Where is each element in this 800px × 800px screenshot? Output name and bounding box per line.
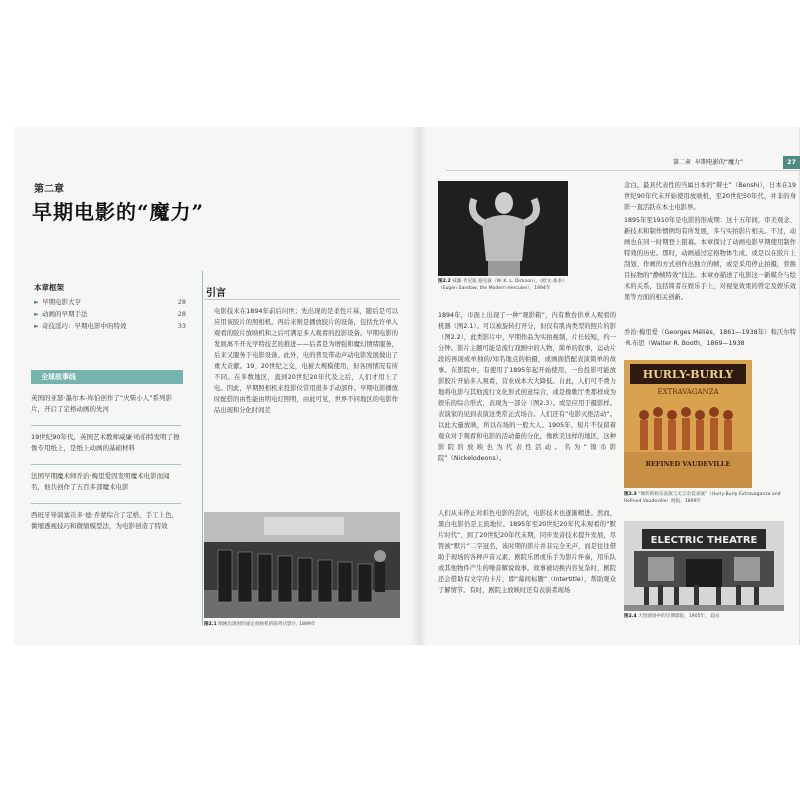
body-paragraph: 1895年至1910年是电影的形成期：这十五年间，审美观念、新技术和制作惯例均有所发展，多与实拍影片相关。不过，动画也在同一时期登上银幕。本章探讨了动画电影早期使用制作特效的历史。那时，动画通过定格物体生成、或是以在胶片上刮划、作画的方式创作出独立的帧，或是采用停止拍摄，替换目标物的“静帧特效”技法。本章亦描述了电影这一新媒介与绘术的关系，包括简者在娱乐手上，对视觉效果的曾定及娱乐效果等方面的相关创新。	[624, 217, 796, 301]
bullet-icon: ►	[34, 310, 39, 318]
chapter-number: 第二章	[34, 184, 64, 195]
body-paragraph: 乔治·梅里爱（Georges Méliès，1861—1938年）和沃尔特·R.布思（Walter R. Booth，1869—1938	[624, 329, 796, 347]
divider	[31, 464, 181, 465]
intro-title: 引言	[206, 288, 226, 299]
poster-footer: REFINED VAUDEVILLE	[645, 460, 731, 468]
figure-caption: 图2.2 威廉·肯尼迪·迪克森（W. K. L. Dickson），《欧文·桑多》（Eugen Sandow, the Modern Hercules），1894年	[438, 279, 567, 291]
chapter-title: 早期电影的“魔力”	[32, 200, 205, 224]
story-item: 19世纪90年代，英国艺术教师威廉·哈伯特发明了擦像专用纸上，是纸上动画的基础材料	[31, 433, 180, 452]
divider	[31, 503, 181, 504]
outline-page: 28	[177, 310, 186, 318]
strongman-photo	[438, 181, 568, 276]
body-paragraph: 念白。最具代表性的当属日本的“辩士”（Benshi），日本在19世纪90年代末开始使用放映机，至20世纪50年代，并非的身影一直活跃在本土电影界。	[624, 182, 796, 211]
poster-title: HURLY-BURLY	[642, 368, 734, 381]
figure-caption: 图2.1 刚刚出现时的固定放映机的陈列店影片, 1899年	[204, 622, 316, 627]
story-item: 法国早期魔术师乔治·梅里爱因发明魔术电影而闻名，他共创作了五百多部魔术电影	[31, 472, 170, 491]
intro-paragraph: 电影技术在1894年前后问世；先出现的是柔性片基，随后是可以应用该胶片的照相机。再后来则是播放胶片的设备，包括允许单人观看的胶片放映机和之后可满足多人观看的投影设备。早期电影的发展离不开光学特技艺的推进——后者是为增强和魔幻情绪服务，后来又服务于电影设备。此外，电的普及带动声动电影发展做出了重大贡献。19、20世纪之交，电被大规模使用，但各国情况有所不同。在多数地区，直到20世纪20年代及之后，人们才用上了电。因此，早期照相机来投影仪常用很多手动部件。早期电影播放时配搭的由性能由明电灯照明，由此可见，世界不同地区的电影作品出现和分化时间差	[214, 308, 398, 414]
page-number: 27	[783, 156, 800, 169]
kinetoscope-parlor-photo	[204, 512, 400, 618]
outline-page: 28	[177, 298, 186, 306]
outline-title: 本章框架	[34, 283, 64, 292]
story-item: 西班牙导演塞贡多·德·乔蒙综合了定格、手工上色，微缩透视技巧和微缩模型法，为电影创造了特效	[31, 511, 179, 530]
bullet-icon: ►	[34, 322, 39, 330]
body-paragraph: 1894年，市面上出现了一种“观影箱”，内有数台供单人观看的机器（图2.1）。可以被旋转打开分，但仅有肌肉类型的照片的影（图2.2），此类影片中，早期作品为实拍视频，片长较短，约一分钟。影片主题可能是流行戏剧中的人物，简单的叙事，运动片段的再现或单独的/知名地点的拍摄，或画面搭配表演简单的故事。在影院中，有使用了1895年起开始使用，一台投影可能放影胶片开始多人观看，营业成本大大降低。自此，人们可不费力地将电影与其他流行文化形式创意综合，或是像歌厅类那样成为娱乐的综合形式，表现为一部分（图2.3）。或是应用于摄影样。表演家的见到表演这类常正式场合。人们还有“电影灭绝活动”。以此大量放映，所以在场的一般大人。1905年，短片不仅留着观众对于观看和电影的活动量的分化，像欧美这样的地区，这种影院的放映也为代表性活动。名为“镍币影院”（Nickelodeons）。	[438, 312, 616, 462]
outline-item: ► 奇技淫巧：早期电影中的特效 33	[34, 322, 186, 330]
divider	[446, 170, 800, 171]
theatre-sign: ELECTRIC THEATRE	[650, 535, 758, 546]
bullet-icon: ►	[34, 298, 39, 306]
story-item: 英国的亚瑟·墨尔本-库伯创作了“火柴小人”系列影片，开启了定格动画的先河	[31, 394, 173, 413]
divider	[204, 299, 400, 300]
divider	[31, 425, 181, 426]
column-rule	[202, 271, 203, 625]
outline-item: ► 早期电影大亨 28	[34, 298, 186, 306]
book-gutter	[411, 127, 427, 645]
book-spread	[14, 127, 800, 645]
running-header: 第二章 早期电影的“魔力”	[673, 159, 744, 166]
figure-caption: 图2.4 大型剧场中的早期影院，1905年，美国	[624, 614, 719, 619]
electric-theatre-photo	[624, 521, 784, 611]
body-paragraph: 人们从未停止对彩色电影的尝试，电影技术也逐渐精进。然而，黑白电影仍是主流地位。1895年至20世纪20年代末观看的“默片时代”，到了20世纪20年代末期，同步发音技术提升发展，尽管被“默片”二字冠名，该时期的影片并非完全无声，而是往往借助于现场的各种声音元素、剧院乐团或乐手为影片伴奏，用乐队或其他物件产生的噪音解说故事。故事被切换内容复杂时，剧院还会借助有文字的卡片，即“幕间标题”（Intertitle），帮助观众了解情节。有时，剧院主放映时还有表演者现场	[438, 510, 616, 594]
story-header: 全球故事线	[31, 370, 183, 384]
figure-caption: 图2.3 “爆炸的娱乐表演与无言杂技表演”（Hurly-Burly Extravaganza and Refined Vaudeville）海报，1899年	[624, 492, 781, 504]
outline-item: ► 动画的早期手法 28	[34, 310, 186, 318]
poster-subtitle: EXTRAVAGANZA	[657, 388, 719, 396]
outline-page: 33	[177, 322, 186, 330]
vaudeville-poster	[624, 360, 752, 488]
